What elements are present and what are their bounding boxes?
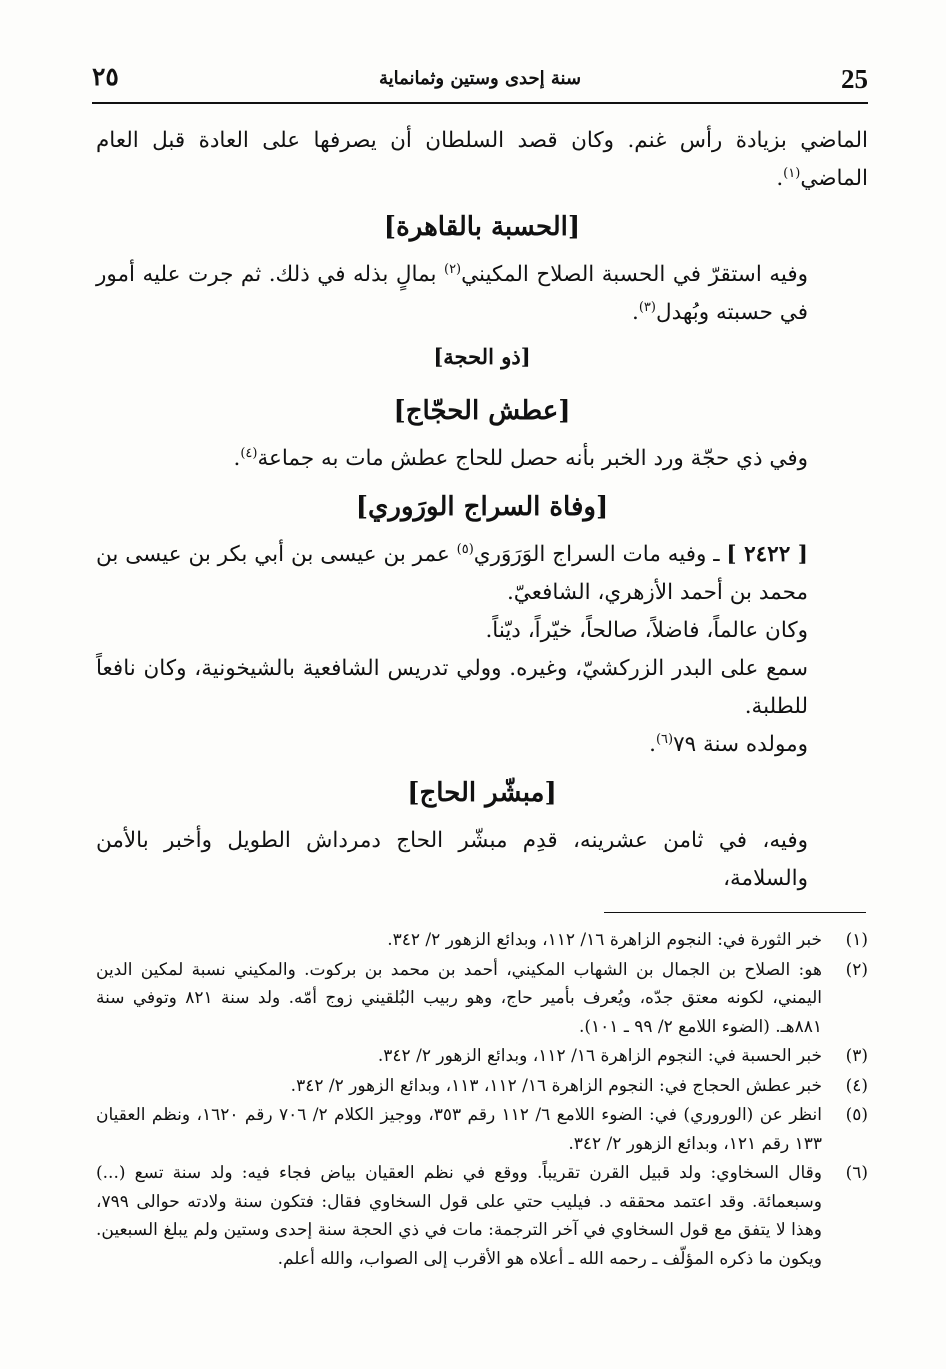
page-header	[92, 62, 868, 98]
paragraph: وفيه، في ثامن عشرينه، قدِم مبشّر الحاج دمرداش الطويل وأخبر بالأمن والسلامة،	[96, 828, 808, 891]
footnote-number: (٥)	[845, 1105, 868, 1125]
footnote-number: (٣)	[845, 1046, 868, 1066]
footnote-separator	[604, 912, 866, 913]
footnote-ref[interactable]: (٢)	[443, 261, 462, 277]
page-number-arabic: ٢٥	[92, 62, 119, 91]
header-rule	[92, 102, 868, 104]
footnote-number: (١)	[845, 930, 868, 950]
footnote-text: وقال السخاوي: ولد قبيل القرن تقريباً. ووقع في نظم العقيان بياض فجاء فيه: ولد سنة تسع (...) وسبعمائة. وقد اعتمد محققه د. فيليب حتي على قول السخاوي فقال: فتكون سنة ولادته حوالى ٧٩٩، وهذا لا يتفق مع قول السخاوي في آخر الترجمة: مات في ذي الحجة سنة إحدى وستين ولم يبلغ السبعين. ويكون ما ذكره المؤلّف ـ رحمه الله ـ أعلاه هو الأقرب إلى الصواب، والله أعلم.	[96, 1163, 822, 1269]
footnote-text: خبر الحسبة في: النجوم الزاهرة ١٦/ ١١٢، وبدائع الزهور ٢/ ٣٤٢.	[377, 1046, 822, 1066]
running-title: سنة إحدى وستين وثمانماية	[378, 68, 582, 89]
footnotes	[96, 926, 868, 1274]
section-heading: [مبشّر الحاج]	[407, 778, 557, 808]
footnote	[96, 956, 868, 1042]
paragraph-text: الماضي بزيادة رأس غنم. وكان قصد السلطان أن يصرفها على العادة قبل العام الماضي	[96, 128, 868, 191]
footnote-number: (٦)	[845, 1163, 868, 1183]
footnote-text: انظر عن (الوروري) في: الضوء اللامع ٦/ ١١٢ رقم ٣٥٣، ووجيز الكلام ٢/ ٧٠٦ رقم ١٦٢٠، ونظم العقيان ١٣٣ رقم ١٢١، وبدائع الزهور ٢/ ٣٤٢.	[96, 1105, 822, 1154]
footnote	[96, 1042, 868, 1071]
main-text	[96, 122, 868, 898]
paragraph: وكان عالماً، فاضلاً، صالحاً، خيّراً، ديّناً.	[485, 618, 808, 643]
page-number-latin: 25	[841, 64, 868, 94]
footnote-text: خبر عطش الحجاج في: النجوم الزاهرة ١٦/ ١١٢، ١١٣، وبدائع الزهور ٢/ ٣٤٢.	[290, 1075, 822, 1096]
paragraph-text: ومولده سنة ٧٩	[673, 732, 808, 757]
footnote-number: (٤)	[845, 1075, 868, 1096]
paragraph: وفيه استقرّ في الحسبة الصلاح المكيني$^{(٢)}$ بمالٍ بذله في ذلك. ثم جرت عليه أمور في حسبته وبُهدل$^{(٣)}$.	[96, 261, 808, 325]
footnote-ref[interactable]: (٦)	[655, 731, 674, 747]
footnote-ref[interactable]: (٤)	[240, 445, 258, 461]
footnote-ref[interactable]: (٥)	[456, 541, 474, 557]
paragraph-text: عمر بن عيسى بن أبي بكر بن عيسى بن محمد بن أحمد الأزهري، الشافعيّ.	[96, 542, 808, 605]
footnote	[96, 1072, 868, 1101]
paragraph-text: بمالٍ بذله في ذلك. ثم جرت عليه أمور في حسبته وبُهدل	[96, 262, 808, 325]
footnote	[96, 1159, 868, 1273]
paragraph: الماضي بزيادة رأس غنم. وكان قصد السلطان أن يصرفها على العادة قبل العام الماضي$^{(١)}$.	[96, 128, 868, 191]
paragraph: سمع على البدر الزركشيّ، وغيره. وولي تدريس الشافعية بالشيخونية، وكان نافعاً للطلبة.	[96, 656, 808, 719]
section-heading: [عطش الحجّاج]	[393, 396, 571, 426]
paragraph: ومولده سنة ٧٩$^{(٦)}$.	[649, 731, 808, 757]
section-heading: [وفاة السراج الورَوري]	[355, 492, 609, 522]
paragraph: وفي ذي حجّة ورد الخبر بأنه حصل للحاج عطش مات به جماعة$^{(٤)}$.	[233, 445, 808, 471]
footnote-ref[interactable]: (٣)	[638, 299, 656, 315]
entry-number: [ ٢٤٢٢ ]	[726, 542, 808, 567]
footnote	[96, 926, 868, 955]
section-heading: [الحسبة بالقاهرة]	[383, 212, 581, 242]
paragraph-text: ـ وفيه مات السراج الوَرَوَري	[473, 542, 720, 567]
paragraph	[96, 536, 868, 612]
footnote	[96, 1101, 868, 1158]
paragraph-text: وفيه استقرّ في الحسبة الصلاح المكيني	[461, 262, 808, 287]
paragraph-text: وفي ذي حجّة ورد الخبر بأنه حصل للحاج عطش مات به جماعة	[257, 446, 808, 471]
footnote-text: هو: الصلاح بن الجمال بن الشهاب المكيني، أحمد بن محمد بن بركوت. والمكيني نسبة لمكين الدين اليمني، لكونه معتق جدّه، ويُعرف بأمير حاج، وهو ربيب البُلقيني زوج أمّه. ولد سنة ٨٢١ وتوفي سنة ٨٨١هـ. (الضوء اللامع ٢/ ٩٩ ـ ١٠١).	[96, 959, 822, 1037]
footnote-ref[interactable]: (١)	[783, 165, 801, 181]
footnote-number: (٢)	[845, 959, 868, 980]
footnote-text: خبر الثورة في: النجوم الزاهرة ١٦/ ١١٢، وبدائع الزهور ٢/ ٣٤٢.	[387, 930, 822, 950]
month-heading: [ذو الحجة]	[433, 344, 531, 369]
